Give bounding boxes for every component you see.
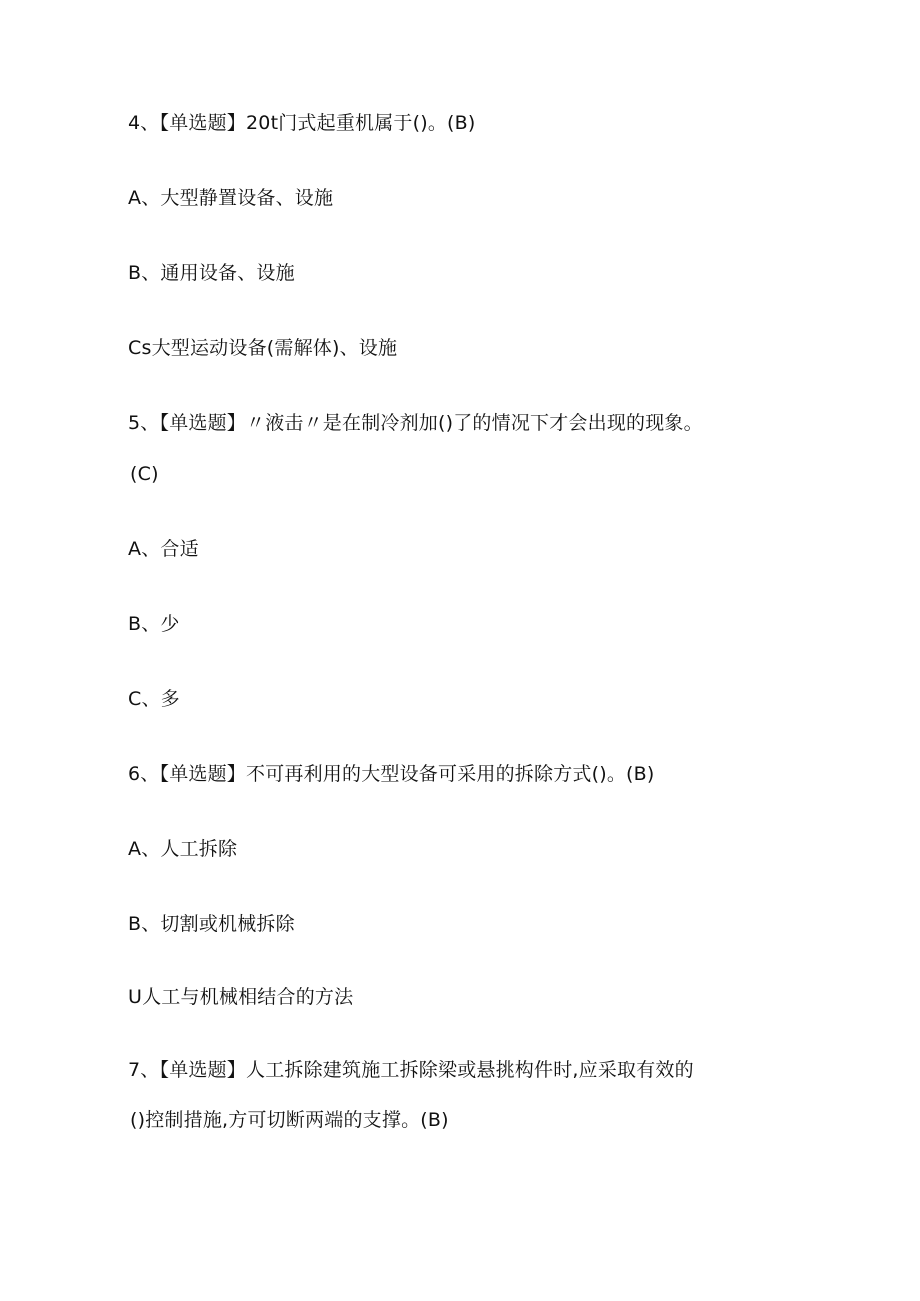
question-6-option-a: A、人工拆除 — [128, 838, 238, 860]
question-5-option-b: B、少 — [128, 613, 180, 635]
question-6-option-c: U人工与机械相结合的方法 — [128, 986, 354, 1008]
question-7-stem: 7、【单选题】人工拆除建筑施工拆除梁或悬挑构件时,应采取有效的 — [128, 1059, 694, 1081]
question-5-option-a: A、合适 — [128, 538, 199, 560]
question-4-option-c: Cs大型运动设备(需解体)、设施 — [128, 337, 398, 359]
question-4-option-b: B、通用设备、设施 — [128, 262, 295, 284]
question-5-stem-continued: (C) — [130, 463, 159, 485]
question-6-option-b: B、切割或机械拆除 — [128, 913, 295, 935]
question-5-option-c: C、多 — [128, 688, 180, 710]
question-4-stem: 4、【单选题】20t门式起重机属于()。(B) — [128, 112, 476, 134]
question-6-stem: 6、【单选题】不可再利用的大型设备可采用的拆除方式()。(B) — [128, 763, 655, 785]
question-5-stem: 5、【单选题】〃液击〃是在制冷剂加()了的情况下才会出现的现象。 — [128, 412, 703, 434]
question-7-stem-continued: ()控制措施,方可切断两端的支撑。(B) — [130, 1109, 449, 1131]
question-4-option-a: A、大型静置设备、设施 — [128, 187, 334, 209]
